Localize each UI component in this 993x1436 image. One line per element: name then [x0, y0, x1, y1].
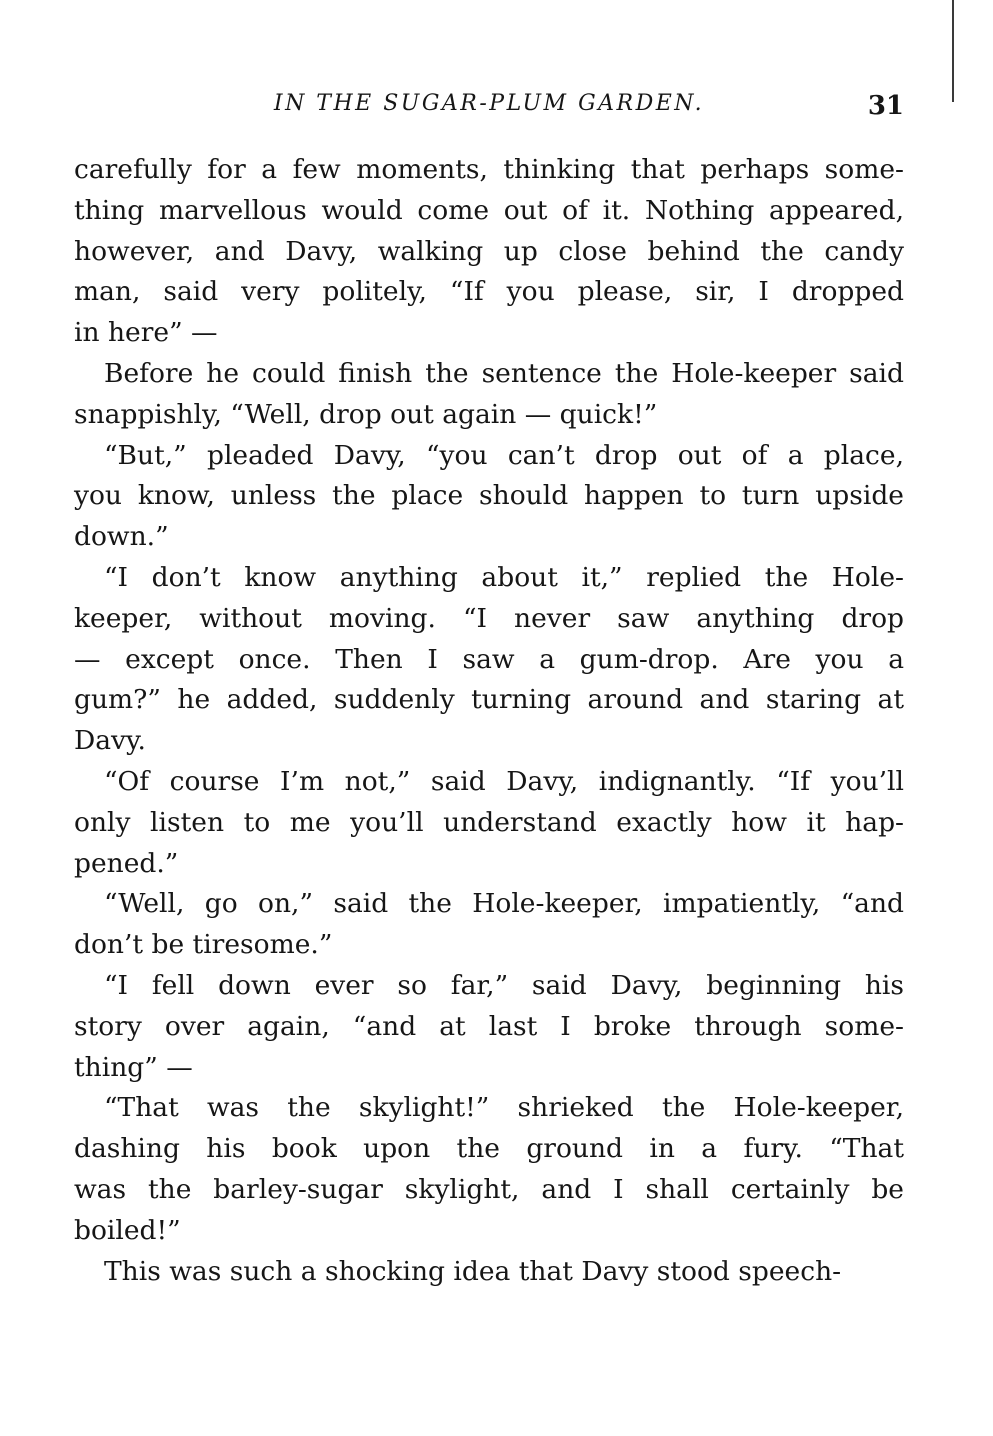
- page-edge-line: [952, 0, 954, 102]
- text-line: in here” —: [74, 317, 218, 349]
- text-line: however, and Davy, walking up close behind the candy: [74, 235, 904, 267]
- text-line: This was such a shocking idea that Davy stood speech-: [104, 1255, 842, 1287]
- paragraph: [74, 150, 904, 354]
- text-line: “Well, go on,” said the Hole-keeper, impatiently, “and: [104, 888, 904, 920]
- text-line: thing” —: [74, 1051, 193, 1083]
- paragraph: [74, 1088, 904, 1251]
- paragraph: [74, 884, 904, 966]
- paragraph: [74, 436, 904, 558]
- text-line: down.”: [74, 521, 169, 553]
- text-line: dashing his book upon the ground in a fury. “That: [74, 1133, 904, 1165]
- text-line: pened.”: [74, 847, 179, 879]
- text-line: snappishly, “Well, drop out again — quick!”: [74, 398, 658, 430]
- text-line: was the barley-sugar skylight, and I shall certainly be: [74, 1173, 904, 1205]
- text-line: Before he could finish the sentence the Hole-keeper said: [104, 357, 904, 389]
- paragraph: [74, 354, 904, 436]
- text-line: carefully for a few moments, thinking that perhaps some-: [74, 154, 904, 185]
- paragraph: [74, 558, 904, 762]
- paragraph: [74, 966, 904, 1088]
- text-line: story over again, “and at last I broke through some-: [74, 1010, 904, 1042]
- text-line: keeper, without moving. “I never saw anything drop: [74, 602, 904, 634]
- running-title: IN THE SUGAR-PLUM GARDEN.: [273, 91, 705, 116]
- text-line: — except once. Then I saw a gum-drop. Are you a: [74, 643, 904, 675]
- text-line: gum?” he added, suddenly turning around and staring at: [74, 684, 904, 716]
- text-line: “Of course I’m not,” said Davy, indignantly. “If you’ll: [104, 765, 904, 797]
- page-number: 31: [867, 91, 904, 121]
- text-line: only listen to me you’ll understand exactly how it hap-: [74, 806, 904, 838]
- paragraph: [74, 1252, 904, 1293]
- text-line: don’t be tiresome.”: [74, 929, 333, 961]
- text-line: you know, unless the place should happen to turn upside: [74, 480, 904, 512]
- text-line: boiled!”: [74, 1214, 181, 1246]
- running-head: [74, 88, 904, 120]
- paragraph: [74, 762, 904, 884]
- text-line: “I fell down ever so far,” said Davy, beginning his: [104, 969, 904, 1001]
- text-line: “But,” pleaded Davy, “you can’t drop out of a place,: [104, 439, 904, 471]
- body-text: [74, 150, 904, 1292]
- text-line: man, said very politely, “If you please, sir, I dropped: [74, 276, 904, 308]
- text-line: thing marvellous would come out of it. Nothing appeared,: [74, 194, 904, 226]
- text-line: “I don’t know anything about it,” replied the Hole-: [104, 561, 904, 593]
- text-line: Davy.: [74, 725, 146, 757]
- text-line: “That was the skylight!” shrieked the Hole-keeper,: [104, 1092, 904, 1124]
